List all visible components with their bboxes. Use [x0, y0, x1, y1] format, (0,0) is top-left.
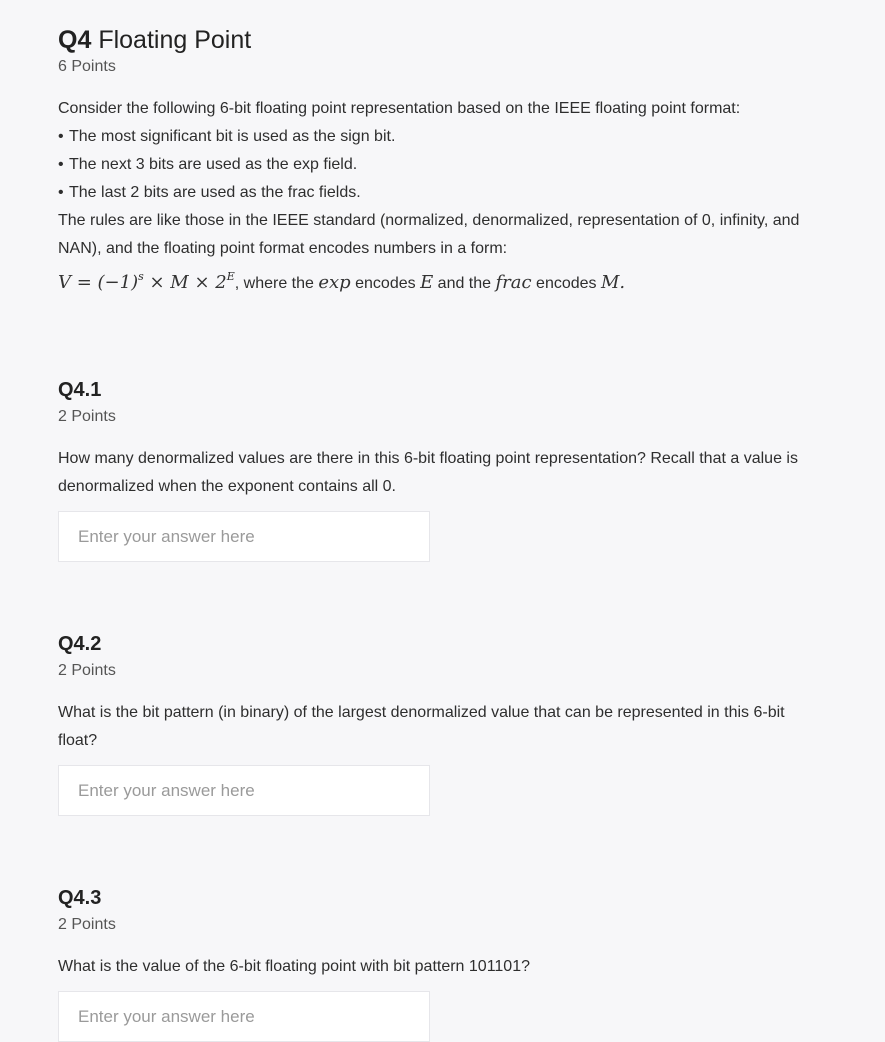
- bullet-item: • The last 2 bits are used as the frac fields.: [58, 184, 361, 201]
- question-title: [58, 26, 251, 55]
- question-body: [58, 95, 828, 298]
- answer-input-q4-1[interactable]: [58, 511, 430, 562]
- bullet-item: • The next 3 bits are used as the exp field.: [58, 156, 358, 173]
- subquestion-text: What is the bit pattern (in binary) of the largest denormalized value that can be represented in this 6-bit float?: [58, 704, 785, 749]
- subquestion-title: Q4.1: [58, 379, 102, 401]
- bullet-item: • The most significant bit is used as the sign bit.: [58, 128, 396, 145]
- subquestion-points: 2 Points: [58, 916, 116, 933]
- question-points: 6 Points: [58, 58, 116, 75]
- answer-input-q4-3[interactable]: [58, 991, 430, 1042]
- question-number: Q4: [58, 26, 92, 54]
- subquestion-title: Q4.2: [58, 633, 102, 655]
- question-name: Floating Point: [98, 26, 252, 54]
- subquestion-points: 2 Points: [58, 662, 116, 679]
- intro-text: Consider the following 6-bit floating point representation based on the IEEE floating point format:: [58, 100, 741, 117]
- subquestion-text: How many denormalized values are there in this 6-bit floating point representation? Recall that a value is denormalized when the exponent contains all 0.: [58, 450, 798, 495]
- subquestion-title: Q4.3: [58, 887, 102, 909]
- answer-input-q4-2[interactable]: [58, 765, 430, 816]
- formula-line: $V = (-1)^s \times M \times 2^E$, where the exp encodes E and the frac encodes M.: [58, 270, 626, 293]
- subquestion-points: 2 Points: [58, 408, 116, 425]
- rules-text: The rules are like those in the IEEE standard (normalized, denormalized, representation of 0, infinity, and NAN), and the floating point format encodes numbers in a form:: [58, 212, 800, 257]
- subquestion-text: What is the value of the 6-bit floating point with bit pattern 101101?: [58, 958, 530, 975]
